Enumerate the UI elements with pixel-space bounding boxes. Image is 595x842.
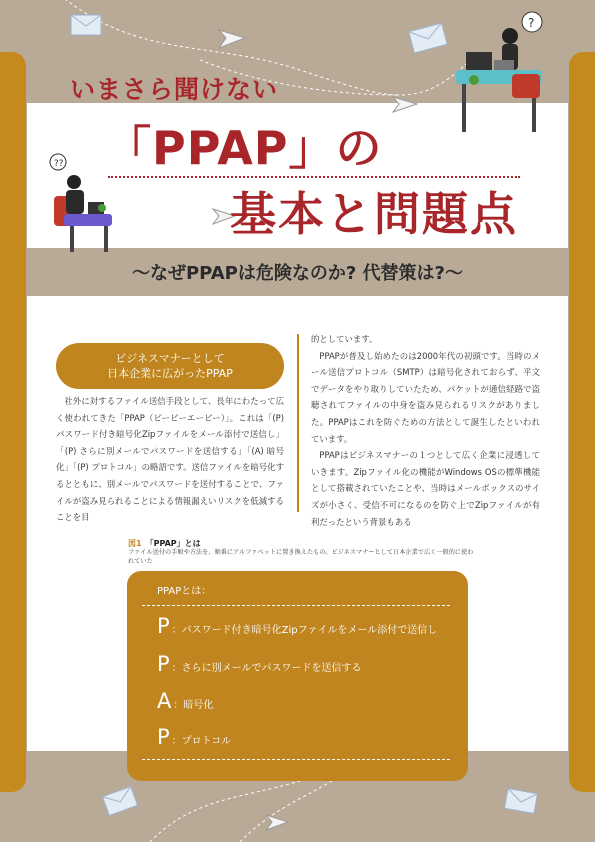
page-title-line2: 基本と問題点 [230,187,518,241]
box-divider [142,759,450,760]
svg-text:?: ? [528,16,535,30]
ppap-letter: P [157,614,170,638]
section-heading [56,343,284,389]
body-column-left: 社外に対するファイル送信手段として、長年にわたって広く使われてきた「PPAP（ピーピーエーピー）」。これは「(P) パスワード付き暗号化Zipファイルをメール添付で送信し」「(P) さらに別メールでパスワードを送信する」「(A) 暗号化」「(P) プロトコル」の略語です。送信ファイルを暗号化するとともに、別メールでパスワードを送付することで、ファイルが盗み見られることによる情報漏えいリスクを低減することを目 [56,396,284,523]
body-paragraph: PPAPが普及し始めたのは2000年代の初頭です。当時のメール送信プロトコル（SMTP）は暗号化されておらず、平文でデータをやり取りしていたため、パケットが通信経路で盗聴されてファイルの中身を盗み見られるリスクがありました。PPAPはこれを防ぐための方法として誕生したといわれています。 [311,350,540,444]
section-heading-line1: ビジネスマナーとして [115,352,225,365]
section-heading-line2: 日本企業に広がったPPAP [107,367,233,380]
ppap-item [157,725,231,749]
office-worker-illustration [452,8,548,138]
page-title-line1: 「PPAP」の [105,121,383,175]
ppap-letter: A [157,689,172,713]
page-subtitle: 〜なぜPPAPは危険なのか? 代替策は?〜 [131,263,463,284]
body-column-right [311,331,540,530]
ppap-text: ：パスワード付き暗号化Zipファイルをメール添付で送信し [171,625,438,636]
right-side-bar [569,52,595,792]
ppap-item [157,614,437,638]
body-paragraph: PPAPはビジネスマナーの１つとして広く企業に浸透していきます。Zipファイル化の機能がWindows OSの標準機能として搭載されていたことや、当時はメールボックスのサイズが小さく、受信不可になるのを防ぐ上でZipファイルが有利だったという背景もある [311,450,540,527]
ppap-letter: P [157,725,170,749]
ppap-text: ：さらに別メールでパスワードを送信する [171,663,362,674]
ppap-text: ：暗号化 [173,700,214,711]
paper-plane-icon [265,812,289,832]
svg-text:??: ?? [54,159,64,169]
box-heading: PPAPとは： [157,586,212,597]
paper-plane-icon [392,94,418,114]
office-worker-illustration [44,152,114,256]
paper-plane-icon [218,26,246,50]
ppap-item [157,652,361,676]
figure-number: 図1 [128,539,142,548]
title-kicker: いまさら聞けない [70,75,279,104]
envelope-icon [70,14,102,36]
figure-caption: ファイル送付の手順や方法を、順番にアルファベットに置き換えたもの。ビジネスマナーとして日本企業で広く一般的に使われていた [128,549,474,565]
figure-title-text: 「PPAP」とは [145,539,201,548]
column-rule [297,334,299,512]
ppap-definition-box [127,571,468,781]
box-divider [142,605,450,606]
body-paragraph: 的としています。 [311,334,378,344]
ppap-item [157,689,213,713]
ppap-letter: P [157,652,170,676]
ppap-text: ：プロトコル [171,736,232,747]
left-side-bar [0,52,26,792]
